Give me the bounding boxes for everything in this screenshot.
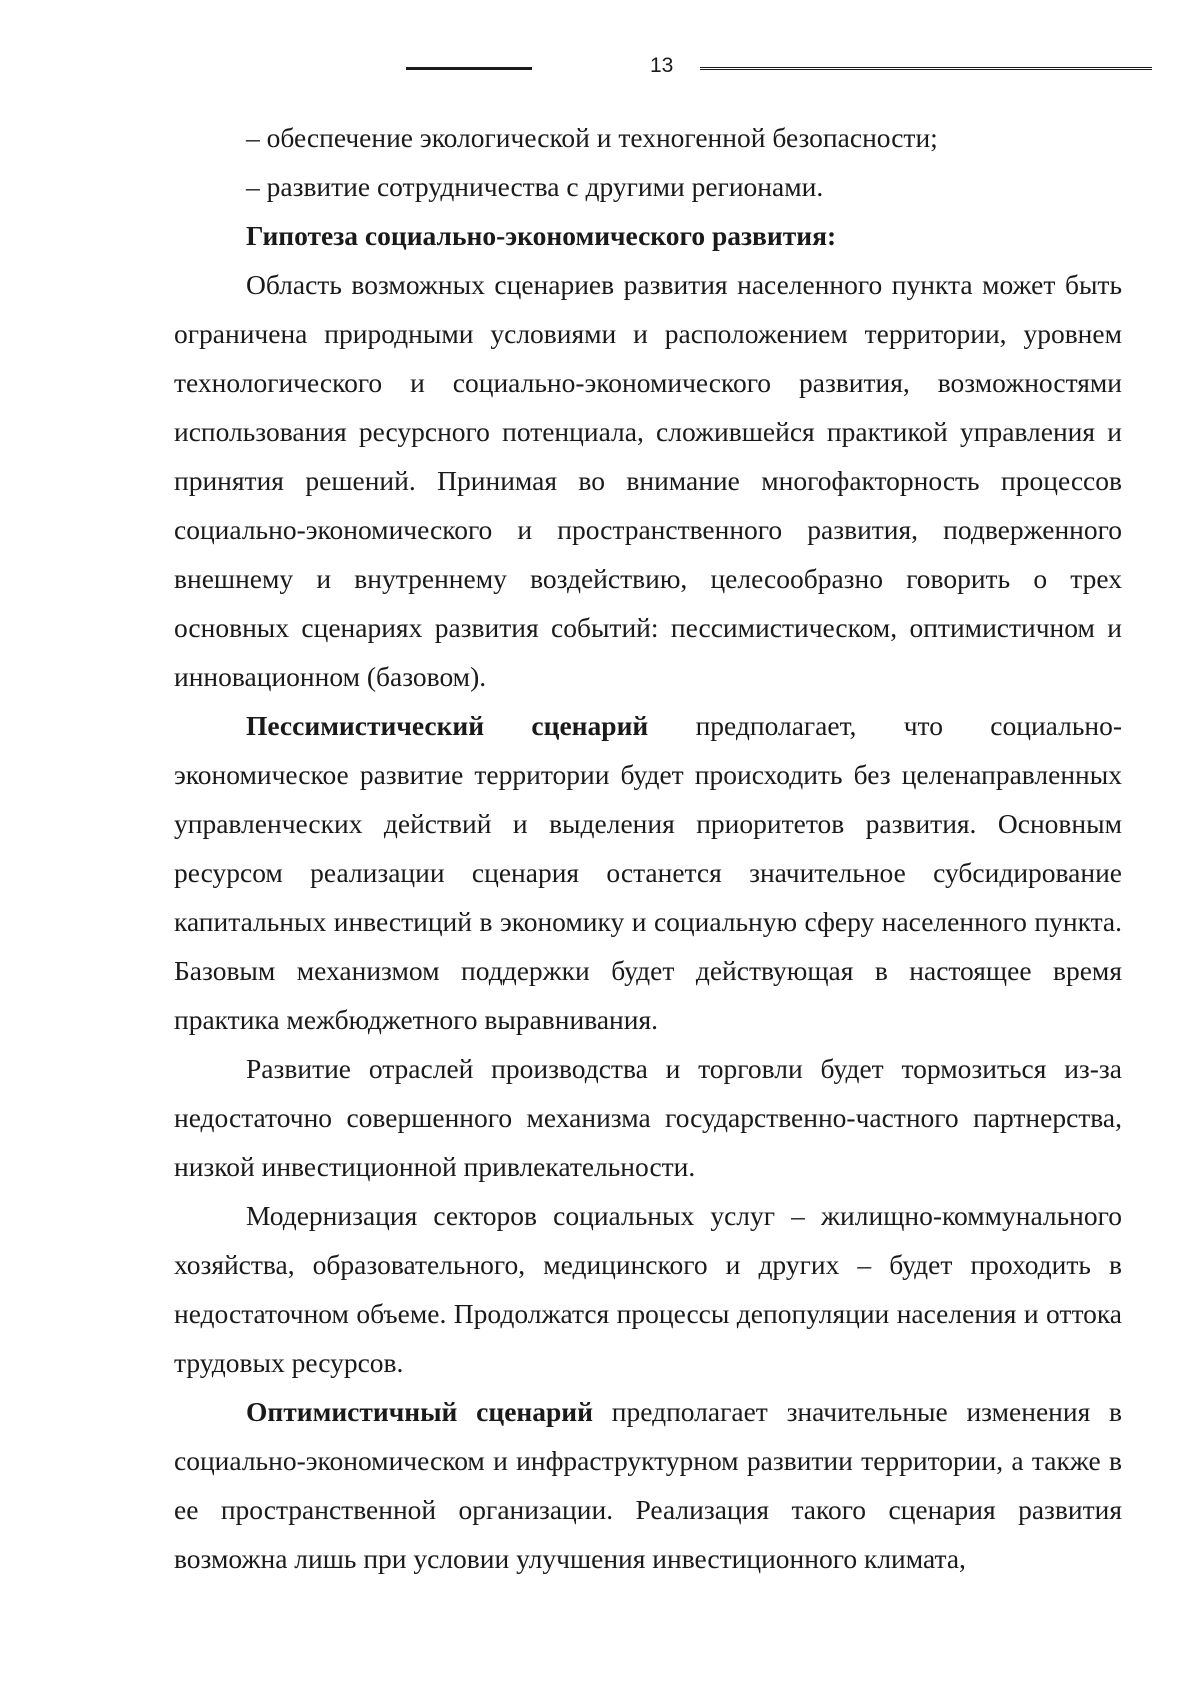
paragraph xyxy=(174,1387,1122,1583)
paragraph: Развитие отраслей производства и торговли будет тормозиться из-за недостаточно совершенного механизма государственно-частного партнерства, низкой инвестиционной привлекательности. xyxy=(174,1053,1122,1182)
header-rule-right xyxy=(700,67,1152,70)
section-heading xyxy=(174,211,1122,260)
bold-term: Оптимистичный сценарий xyxy=(246,1396,593,1427)
page-number: 13 xyxy=(650,54,674,77)
paragraph xyxy=(174,701,1122,1044)
bullet-item: – обеспечение экологической и техногенной безопасности; xyxy=(246,122,938,153)
paragraph: Область возможных сценариев развития населенного пункта может быть ограничена природными условиями и расположением территории, уровнем технологического и социально-экономического развития, возможностями использования ресурсного потенциала, сложившейся практикой управления и принятия решений. Принимая во внимание многофакторность процессов социально-экономического и пространственного развития, подверженного внешнему и внутреннему воздействию, целесообразно говорить о трех основных сценариях развития событий: пессимистическом, оптимистичном и инновационном (базовом). xyxy=(174,269,1122,692)
paragraph-text: предполагает значительные изменения в социально-экономическом и инфраструктурном развитии территории, а также в ее пространственной организации. Реализация такого сценария развития возможна лишь при условии улучшения инвестиционного климата, xyxy=(174,1396,1123,1574)
header-rule-left xyxy=(406,67,532,70)
section-heading-text: Гипотеза социально-экономического развития: xyxy=(246,220,837,251)
paragraph: Модернизация секторов социальных услуг – жилищно-коммунального хозяйства, образовательного, медицинского и других – будет проходить в недостаточном объеме. Продолжатся процессы депопуляции населения и оттока трудовых ресурсов. xyxy=(174,1200,1122,1378)
paragraph-text: предполагает, что социально-экономическое развитие территории будет происходить без целенаправленных управленческих действий и выделения приоритетов развития. Основным ресурсом реализации сценария останется значительное субсидирование капитальных инвестиций в экономику и социальную сферу населенного пункта. Базовым механизмом поддержки будет действующая в настоящее время практика межбюджетного выравнивания. xyxy=(174,710,1122,1035)
bold-term: Пессимистический сценарий xyxy=(246,710,649,741)
page-header xyxy=(0,52,1200,82)
bullet-item: – развитие сотрудничества с другими регионами. xyxy=(246,171,824,202)
document-body xyxy=(174,113,1122,1583)
